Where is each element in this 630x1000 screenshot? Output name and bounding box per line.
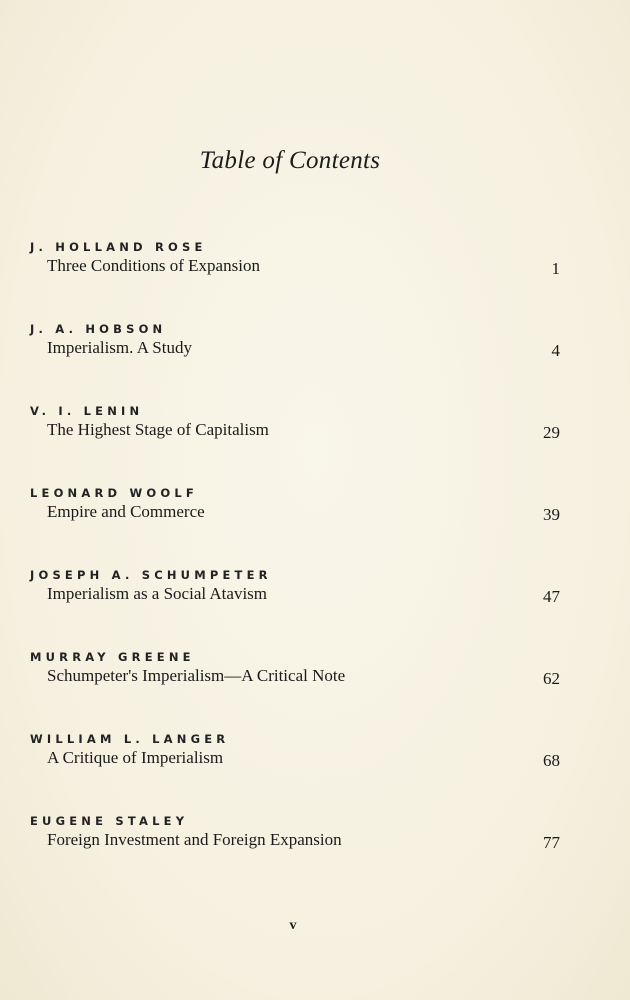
entry-title: Empire and Commerce [47,502,205,521]
entry-title: Imperialism. A Study [47,338,192,357]
toc-entry [30,568,560,628]
toc-entry [30,486,560,546]
toc-entry [30,732,560,792]
entry-page-number: 62 [543,669,560,688]
entry-author: J. A. HOBSON [30,322,167,336]
entry-page-number: 68 [543,751,560,770]
entry-author: JOSEPH A. SCHUMPETER [30,568,272,582]
entry-title: Imperialism as a Social Atavism [47,584,268,603]
entry-author: WILLIAM L. LANGER [30,732,230,746]
entry-title: Schumpeter's Imperialism—A Critical Note [47,666,346,685]
toc-entry [30,322,560,382]
entry-title: Three Conditions of Expansion [47,256,260,275]
entry-author: MURRAY GREENE [30,650,195,664]
entry-page-number: 47 [543,587,560,606]
entry-author: J. HOLLAND ROSE [30,240,207,254]
toc-entry [30,814,560,874]
entry-page-number: 4 [551,341,560,360]
entry-author: LEONARD WOOLF [30,486,198,500]
entry-title: The Highest Stage of Capitalism [47,420,269,439]
entry-page-number: 1 [551,259,560,278]
entry-title: A Critique of Imperialism [47,748,224,767]
toc-entry [30,650,560,710]
entry-page-number: 29 [543,423,560,442]
page-title: Table of Contents [199,147,381,174]
entry-page-number: 77 [543,833,560,852]
toc-entry [30,240,560,300]
entry-author: EUGENE STALEY [30,814,189,828]
toc-entry [30,404,560,464]
page-folio: v [289,918,297,933]
entry-page-number: 39 [543,505,560,524]
entry-title: Foreign Investment and Foreign Expansion [47,830,342,849]
entry-author: V. I. LENIN [30,404,144,418]
